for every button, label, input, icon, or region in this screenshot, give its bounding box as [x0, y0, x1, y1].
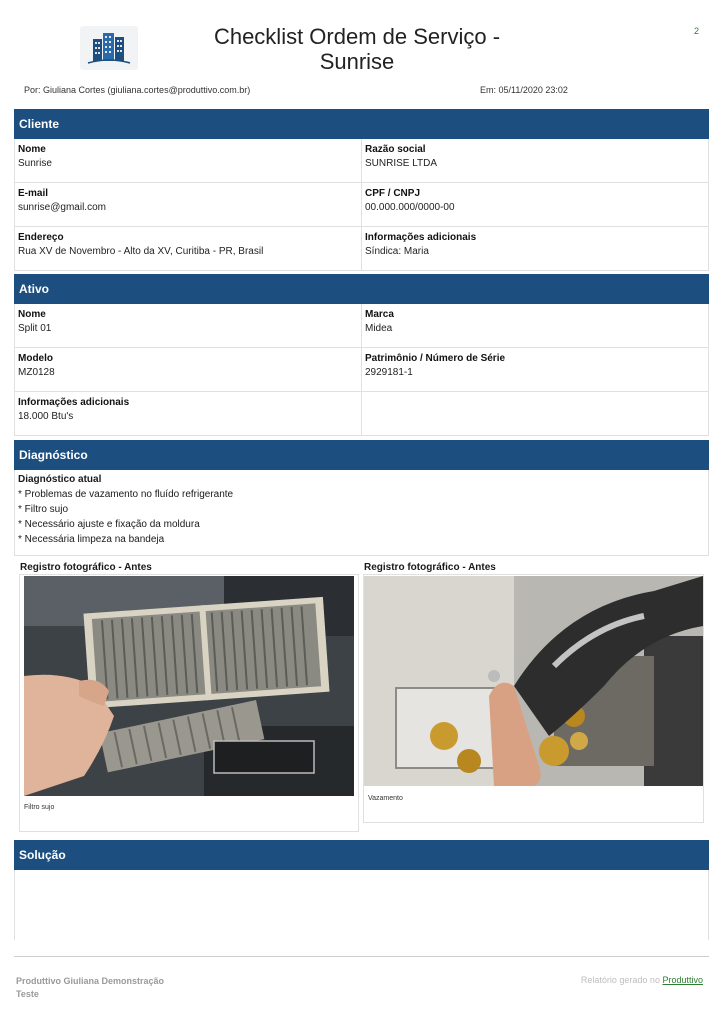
- company-logo: [80, 26, 138, 70]
- field-value: 18.000 Btu's: [18, 411, 74, 422]
- footer-company: Produttivo Giuliana Demonstração Teste: [16, 976, 165, 999]
- photo-leak: [364, 576, 703, 786]
- photo-caption: Filtro sujo: [24, 804, 55, 811]
- solucao-content: [14, 870, 709, 940]
- section-header-diagnostico: Diagnóstico: [14, 440, 709, 470]
- table-row: [15, 139, 709, 183]
- dirty-filter-photo-icon: [24, 576, 354, 796]
- field-value: Rua XV de Novembro - Alto da XV, Curitiba - PR, Brasil: [18, 246, 264, 257]
- field-label: Informações adicionais: [365, 232, 477, 243]
- photo-dirty-filter: [24, 576, 354, 796]
- table-row: [15, 392, 709, 436]
- field-label: Nome: [18, 144, 46, 155]
- field-cliente-info-adicionais: [362, 227, 709, 270]
- field-cliente-cpf-cnpj: [362, 183, 709, 226]
- list-item: * Necessário ajuste e fixação da moldura: [18, 519, 200, 530]
- field-label: Nome: [18, 309, 46, 320]
- field-value: Síndica: Maria: [365, 246, 429, 257]
- field-label: Marca: [365, 309, 394, 320]
- author-line: Por: Giuliana Cortes (giuliana.cortes@produttivo.com.br): [24, 85, 251, 95]
- ativo-grid: [14, 304, 709, 436]
- photo-title: Registro fotográfico - Antes: [20, 562, 152, 573]
- footer-generated-text: Relatório gerado no: [580, 975, 660, 985]
- date-line: Em: 05/11/2020 23:02: [480, 85, 568, 95]
- empty-cell: [362, 392, 709, 435]
- field-value: Split 01: [18, 323, 52, 334]
- field-label: CPF / CNPJ: [365, 188, 421, 199]
- field-ativo-modelo: [15, 348, 362, 391]
- table-row: [15, 304, 709, 348]
- list-item: * Necessária limpeza na bandeja: [18, 534, 165, 545]
- field-cliente-nome: [15, 139, 362, 182]
- table-row: [15, 183, 709, 227]
- photo-title: Registro fotográfico - Antes: [364, 562, 496, 573]
- field-value: 00.000.000/0000-00: [365, 202, 455, 213]
- field-ativo-nome: [15, 304, 362, 347]
- field-label: Informações adicionais: [18, 397, 130, 408]
- list-item: * Problemas de vazamento no fluído refrigerante: [18, 489, 234, 500]
- photo-caption: Vazamento: [368, 795, 403, 802]
- field-label: Patrimônio / Número de Série: [365, 353, 506, 364]
- document-title: Checklist Ordem de Serviço - Sunrise: [213, 24, 501, 74]
- field-ativo-info-adicionais: [15, 392, 362, 435]
- field-value: Sunrise: [18, 158, 52, 169]
- section-header-solucao: Solução: [14, 840, 709, 870]
- field-cliente-email: [15, 183, 362, 226]
- section-header-ativo: Ativo: [14, 274, 709, 304]
- field-value: 2929181-1: [365, 367, 413, 378]
- field-label: E-mail: [18, 188, 49, 199]
- diagnostico-atual: [14, 470, 709, 556]
- footer-divider: [14, 956, 709, 957]
- field-ativo-marca: [362, 304, 709, 347]
- list-item: * Filtro sujo: [18, 504, 69, 515]
- produttivo-link[interactable]: Produttivo: [662, 975, 703, 985]
- footer-generated: [581, 975, 703, 985]
- page-number: 2: [693, 26, 699, 36]
- field-cliente-endereco: [15, 227, 362, 270]
- table-row: [15, 348, 709, 392]
- field-label: Diagnóstico atual: [18, 474, 102, 485]
- field-value: MZ0128: [18, 367, 55, 378]
- field-value: SUNRISE LTDA: [365, 158, 438, 169]
- cliente-grid: [14, 139, 709, 271]
- field-label: Razão social: [365, 144, 426, 155]
- field-label: Endereço: [18, 232, 64, 243]
- building-logo-icon: [80, 26, 138, 70]
- table-row: [15, 227, 709, 271]
- field-value: Midea: [365, 323, 393, 334]
- leak-photo-icon: [364, 576, 703, 786]
- field-label: Modelo: [18, 353, 53, 364]
- field-ativo-patrimonio: [362, 348, 709, 391]
- field-cliente-razao-social: [362, 139, 709, 182]
- section-header-cliente: Cliente: [14, 109, 709, 139]
- field-value: sunrise@gmail.com: [18, 202, 106, 213]
